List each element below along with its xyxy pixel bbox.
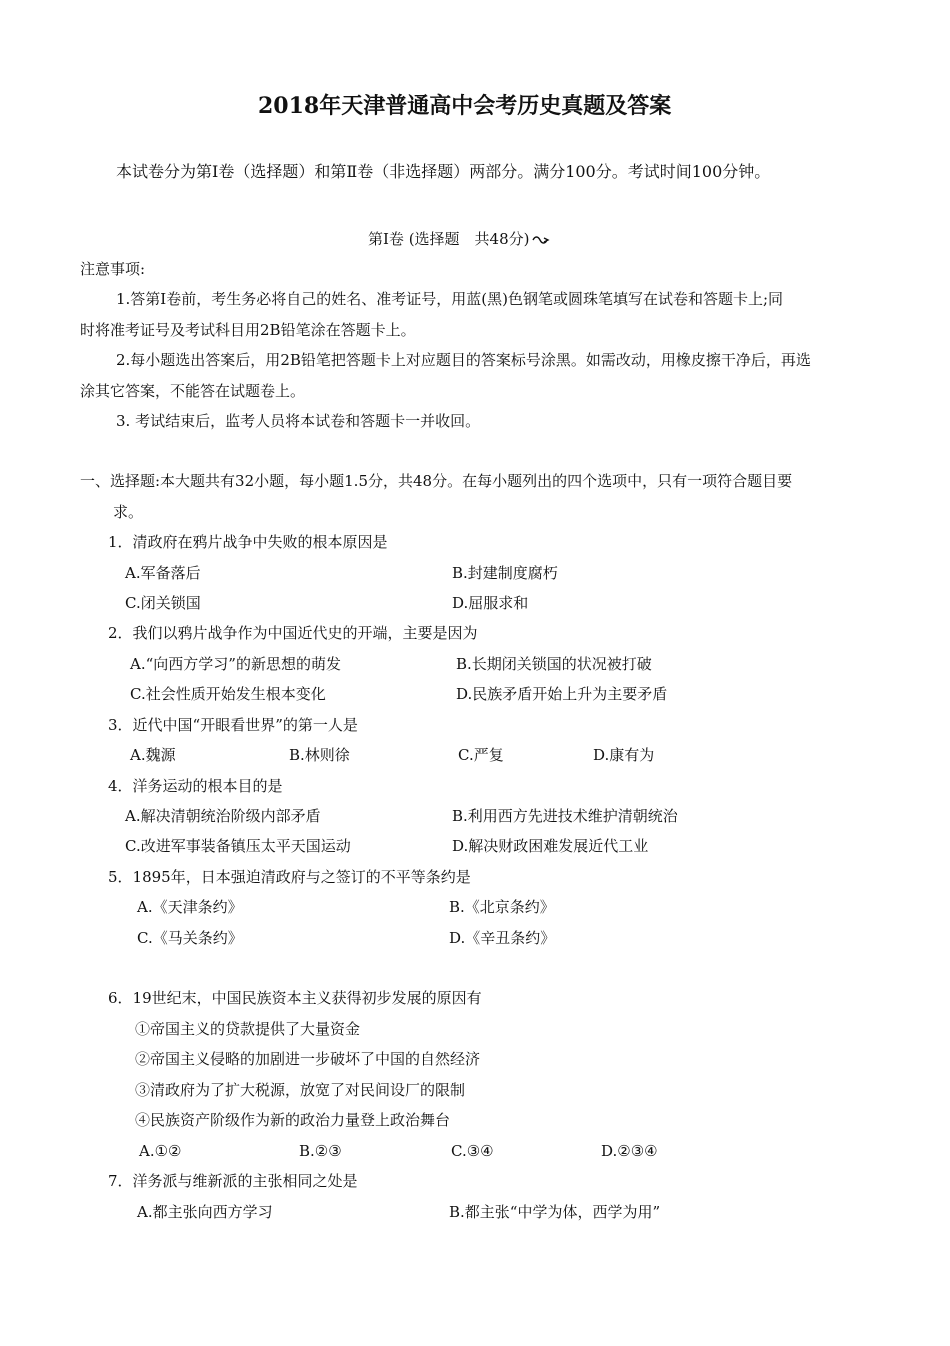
question-3-option-a: A.魏源 (130, 746, 176, 764)
question-4-stem: 4．洋务运动的根本目的是 (108, 777, 283, 795)
note-2-line-1: 2.每小题选出答案后，用2B铅笔把答题卡上对应题目的答案标号涂黑。如需改动，用橡皮擦干净后，再选 (116, 351, 811, 369)
question-4-option-c: C.改进军事装备镇压太平天国运动 (125, 837, 351, 855)
question-5-option-c: C.《马关条约》 (137, 929, 243, 947)
decorative-flourish-icon (532, 235, 550, 245)
question-4-option-d: D.解决财政困难发展近代工业 (452, 837, 649, 855)
question-2-option-c: C.社会性质开始发生根本变化 (130, 685, 326, 703)
question-7-option-b: B.都主张“中学为体，西学为用” (449, 1203, 661, 1221)
question-6-statement-2: ②帝国主义侵略的加剧进一步破坏了中国的自然经济 (135, 1050, 481, 1068)
question-4-option-b: B.利用西方先进技术维护清朝统治 (452, 807, 678, 825)
question-5-option-d: D.《辛丑条约》 (449, 929, 556, 947)
section1-instructions-line-1: 一、选择题:本大题共有32小题，每小题1.5分，共48分。在每小题列出的四个选项中，只有一项符合题目要 (80, 472, 793, 490)
question-6-option-c: C.③④ (451, 1142, 494, 1160)
note-1-line-2: 时将准考证号及考试科目用2B铅笔涂在答题卡上。 (80, 321, 416, 339)
note-1-line-1: 1.答第Ⅰ卷前，考生务必将自己的姓名、准考证号，用蓝(黑)色钢笔或圆珠笔填写在试卷和答题卡上;同 (116, 290, 783, 308)
part1-heading (368, 229, 550, 249)
page-title: 2018年天津普通高中会考历史真题及答案 (258, 93, 672, 119)
question-1-stem: 1．清政府在鸦片战争中失败的根本原因是 (108, 533, 388, 551)
exam-intro: 本试卷分为第Ⅰ卷（选择题）和第Ⅱ卷（非选择题）两部分。满分100分。考试时间100分钟。 (116, 162, 771, 181)
question-3-stem: 3．近代中国“开眼看世界”的第一人是 (108, 716, 358, 734)
question-1-option-b: B.封建制度腐朽 (452, 564, 558, 582)
question-2-option-b: B.长期闭关锁国的状况被打破 (456, 655, 652, 673)
question-1-option-a: A.军备落后 (125, 564, 201, 582)
question-1-option-d: D.屈服求和 (452, 594, 529, 612)
question-5-option-b: B.《北京条约》 (449, 898, 555, 916)
question-6-option-d: D.②③④ (601, 1142, 658, 1160)
question-7-stem: 7．洋务派与维新派的主张相同之处是 (108, 1172, 358, 1190)
section1-instructions-line-2: 求。 (113, 503, 144, 521)
question-7-option-a: A.都主张向西方学习 (137, 1203, 273, 1221)
question-6-option-a: A.①② (139, 1142, 182, 1160)
note-2-line-2: 涂其它答案，不能答在试题卷上。 (80, 382, 306, 400)
question-5-stem: 5．1895年，日本强迫清政府与之签订的不平等条约是 (108, 868, 471, 886)
question-5-option-a: A.《天津条约》 (137, 898, 243, 916)
part1-heading-text: 第Ⅰ卷 (选择题 共48分) (368, 230, 530, 248)
question-2-stem: 2．我们以鸦片战争作为中国近代史的开端，主要是因为 (108, 624, 478, 642)
question-3-option-c: C.严复 (458, 746, 504, 764)
question-6-statement-3: ③清政府为了扩大税源，放宽了对民间设厂的限制 (135, 1081, 466, 1099)
question-1-option-c: C.闭关锁国 (125, 594, 201, 612)
note-3: 3. 考试结束后，监考人员将本试卷和答题卡一并收回。 (116, 412, 481, 430)
question-3-option-b: B.林则徐 (289, 746, 350, 764)
question-6-stem: 6．19世纪末，中国民族资本主义获得初步发展的原因有 (108, 989, 482, 1007)
notes-heading: 注意事项: (80, 260, 146, 278)
question-6-option-b: B.②③ (299, 1142, 342, 1160)
question-2-option-d: D.民族矛盾开始上升为主要矛盾 (456, 685, 668, 703)
question-4-option-a: A.解决清朝统治阶级内部矛盾 (125, 807, 321, 825)
question-3-option-d: D.康有为 (593, 746, 655, 764)
question-2-option-a: A.“向西方学习”的新思想的萌发 (130, 655, 341, 673)
question-6-statement-4: ④民族资产阶级作为新的政治力量登上政治舞台 (135, 1111, 451, 1129)
question-6-statement-1: ①帝国主义的贷款提供了大量资金 (135, 1020, 361, 1038)
